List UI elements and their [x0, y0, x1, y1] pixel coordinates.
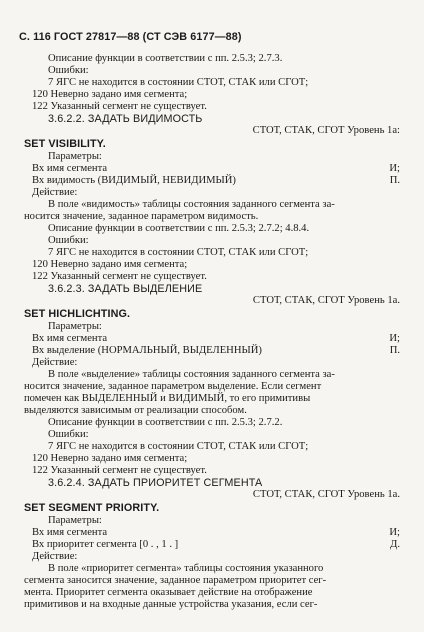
section-heading: 3.6.2.3. ЗАДАТЬ ВЫДЕЛЕНИЕ	[48, 283, 203, 295]
text-line: Ошибки:	[48, 65, 89, 76]
text-line: Ошибки:	[48, 429, 89, 440]
param-name: Вх имя сегмента	[32, 163, 108, 174]
param-type: И;	[389, 163, 400, 174]
text-line: 7 ЯГС не находится в состоянии СТОТ, СТАК или СГОТ;	[48, 247, 309, 258]
text-line: носится значение, заданное параметром выделение. Если сегмент	[24, 381, 322, 392]
text-line: Описание функции в соответствии с пп. 2.5.3; 2.7.3.	[48, 53, 283, 64]
text-line: 7 ЯГС не находится в состоянии СТОТ, СТАК или СГОТ;	[48, 77, 309, 88]
text-line: В поле «приоритет сегмента» таблицы состояния указанного	[48, 563, 324, 574]
text-line: 7 ЯГС не находится в состоянии СТОТ, СТАК или СГОТ;	[48, 441, 309, 452]
param-type: П.	[389, 175, 400, 186]
param-type: П.	[389, 345, 400, 356]
param-type: Д.	[390, 539, 400, 550]
text-line: 120 Неверно задано имя сегмента;	[32, 89, 188, 100]
param-name: Вх приоритет сегмента [0 . , 1 . ]	[32, 539, 179, 550]
text-line: помечен как ВЫДЕЛЕННЫЙ и ВИДИМЫЙ, то его примитивы	[24, 393, 311, 404]
text-line: сегмента заносится значение, заданное параметром приоритет сег-	[24, 575, 327, 586]
param-type: И;	[389, 333, 400, 344]
text-line: Действие:	[32, 551, 78, 562]
text-line: 122 Указанный сегмент не существует.	[32, 465, 207, 476]
text-line: Параметры:	[48, 321, 102, 332]
param-name: Вх видимость (ВИДИМЫЙ, НЕВИДИМЫЙ)	[32, 175, 236, 186]
function-name: SET SEGMENT PRIORITY.	[24, 502, 160, 514]
function-name: SET VISIBILITY.	[24, 138, 106, 150]
param-name: Вх имя сегмента	[32, 527, 108, 538]
text-line: Ошибки:	[48, 235, 89, 246]
text-line: 122 Указанный сегмент не существует.	[32, 271, 207, 282]
text-line: В поле «выделение» таблицы состояния заданного сегмента за-	[48, 369, 335, 380]
state-level: СТОТ, СТАК, СГОТ Уровень 1а:	[252, 125, 400, 136]
text-line: примитивов и на входные данные устройства указания, если сег-	[24, 599, 318, 610]
text-line: 120 Неверно задано имя сегмента;	[32, 453, 188, 464]
text-line: Параметры:	[48, 515, 102, 526]
section-heading: 3.6.2.2. ЗАДАТЬ ВИДИМОСТЬ	[48, 113, 203, 125]
text-line: 122 Указанный сегмент не существует.	[32, 101, 207, 112]
text-line: Действие:	[32, 187, 78, 198]
function-name: SET HICHLICHTING.	[24, 308, 131, 320]
param-name: Вх имя сегмента	[32, 333, 108, 344]
text-line: В поле «видимость» таблицы состояния заданного сегмента за-	[48, 199, 335, 210]
param-type: И;	[389, 527, 400, 538]
text-line: носится значение, заданное параметром видимость.	[24, 211, 259, 222]
text-line: Описание функции в соответствии с пп. 2.5.3; 2.7.2; 4.8.4.	[48, 223, 310, 234]
text-line: мента. Приоритет сегмента оказывает действие на отображение	[24, 587, 313, 598]
section-heading: 3.6.2.4. ЗАДАТЬ ПРИОРИТЕТ СЕГМЕНТА	[48, 477, 263, 489]
text-line: выделяются зависимым от реализации способом.	[24, 405, 247, 416]
text-line: Действие:	[32, 357, 78, 368]
text-line: Параметры:	[48, 151, 102, 162]
param-name: Вх выделение (НОРМАЛЬНЫЙ, ВЫДЕЛЕННЫЙ)	[32, 345, 262, 356]
state-level: СТОТ, СТАК, СГОТ Уровень 1а.	[252, 295, 400, 306]
text-line: Описание функции в соответствии с пп. 2.5.3; 2.7.2.	[48, 417, 283, 428]
page-header: С. 116 ГОСТ 27817—88 (СТ СЭВ 6177—88)	[19, 31, 242, 43]
state-level: СТОТ, СТАК, СГОТ Уровень 1а.	[252, 489, 400, 500]
text-line: 120 Неверно задано имя сегмента;	[32, 259, 188, 270]
